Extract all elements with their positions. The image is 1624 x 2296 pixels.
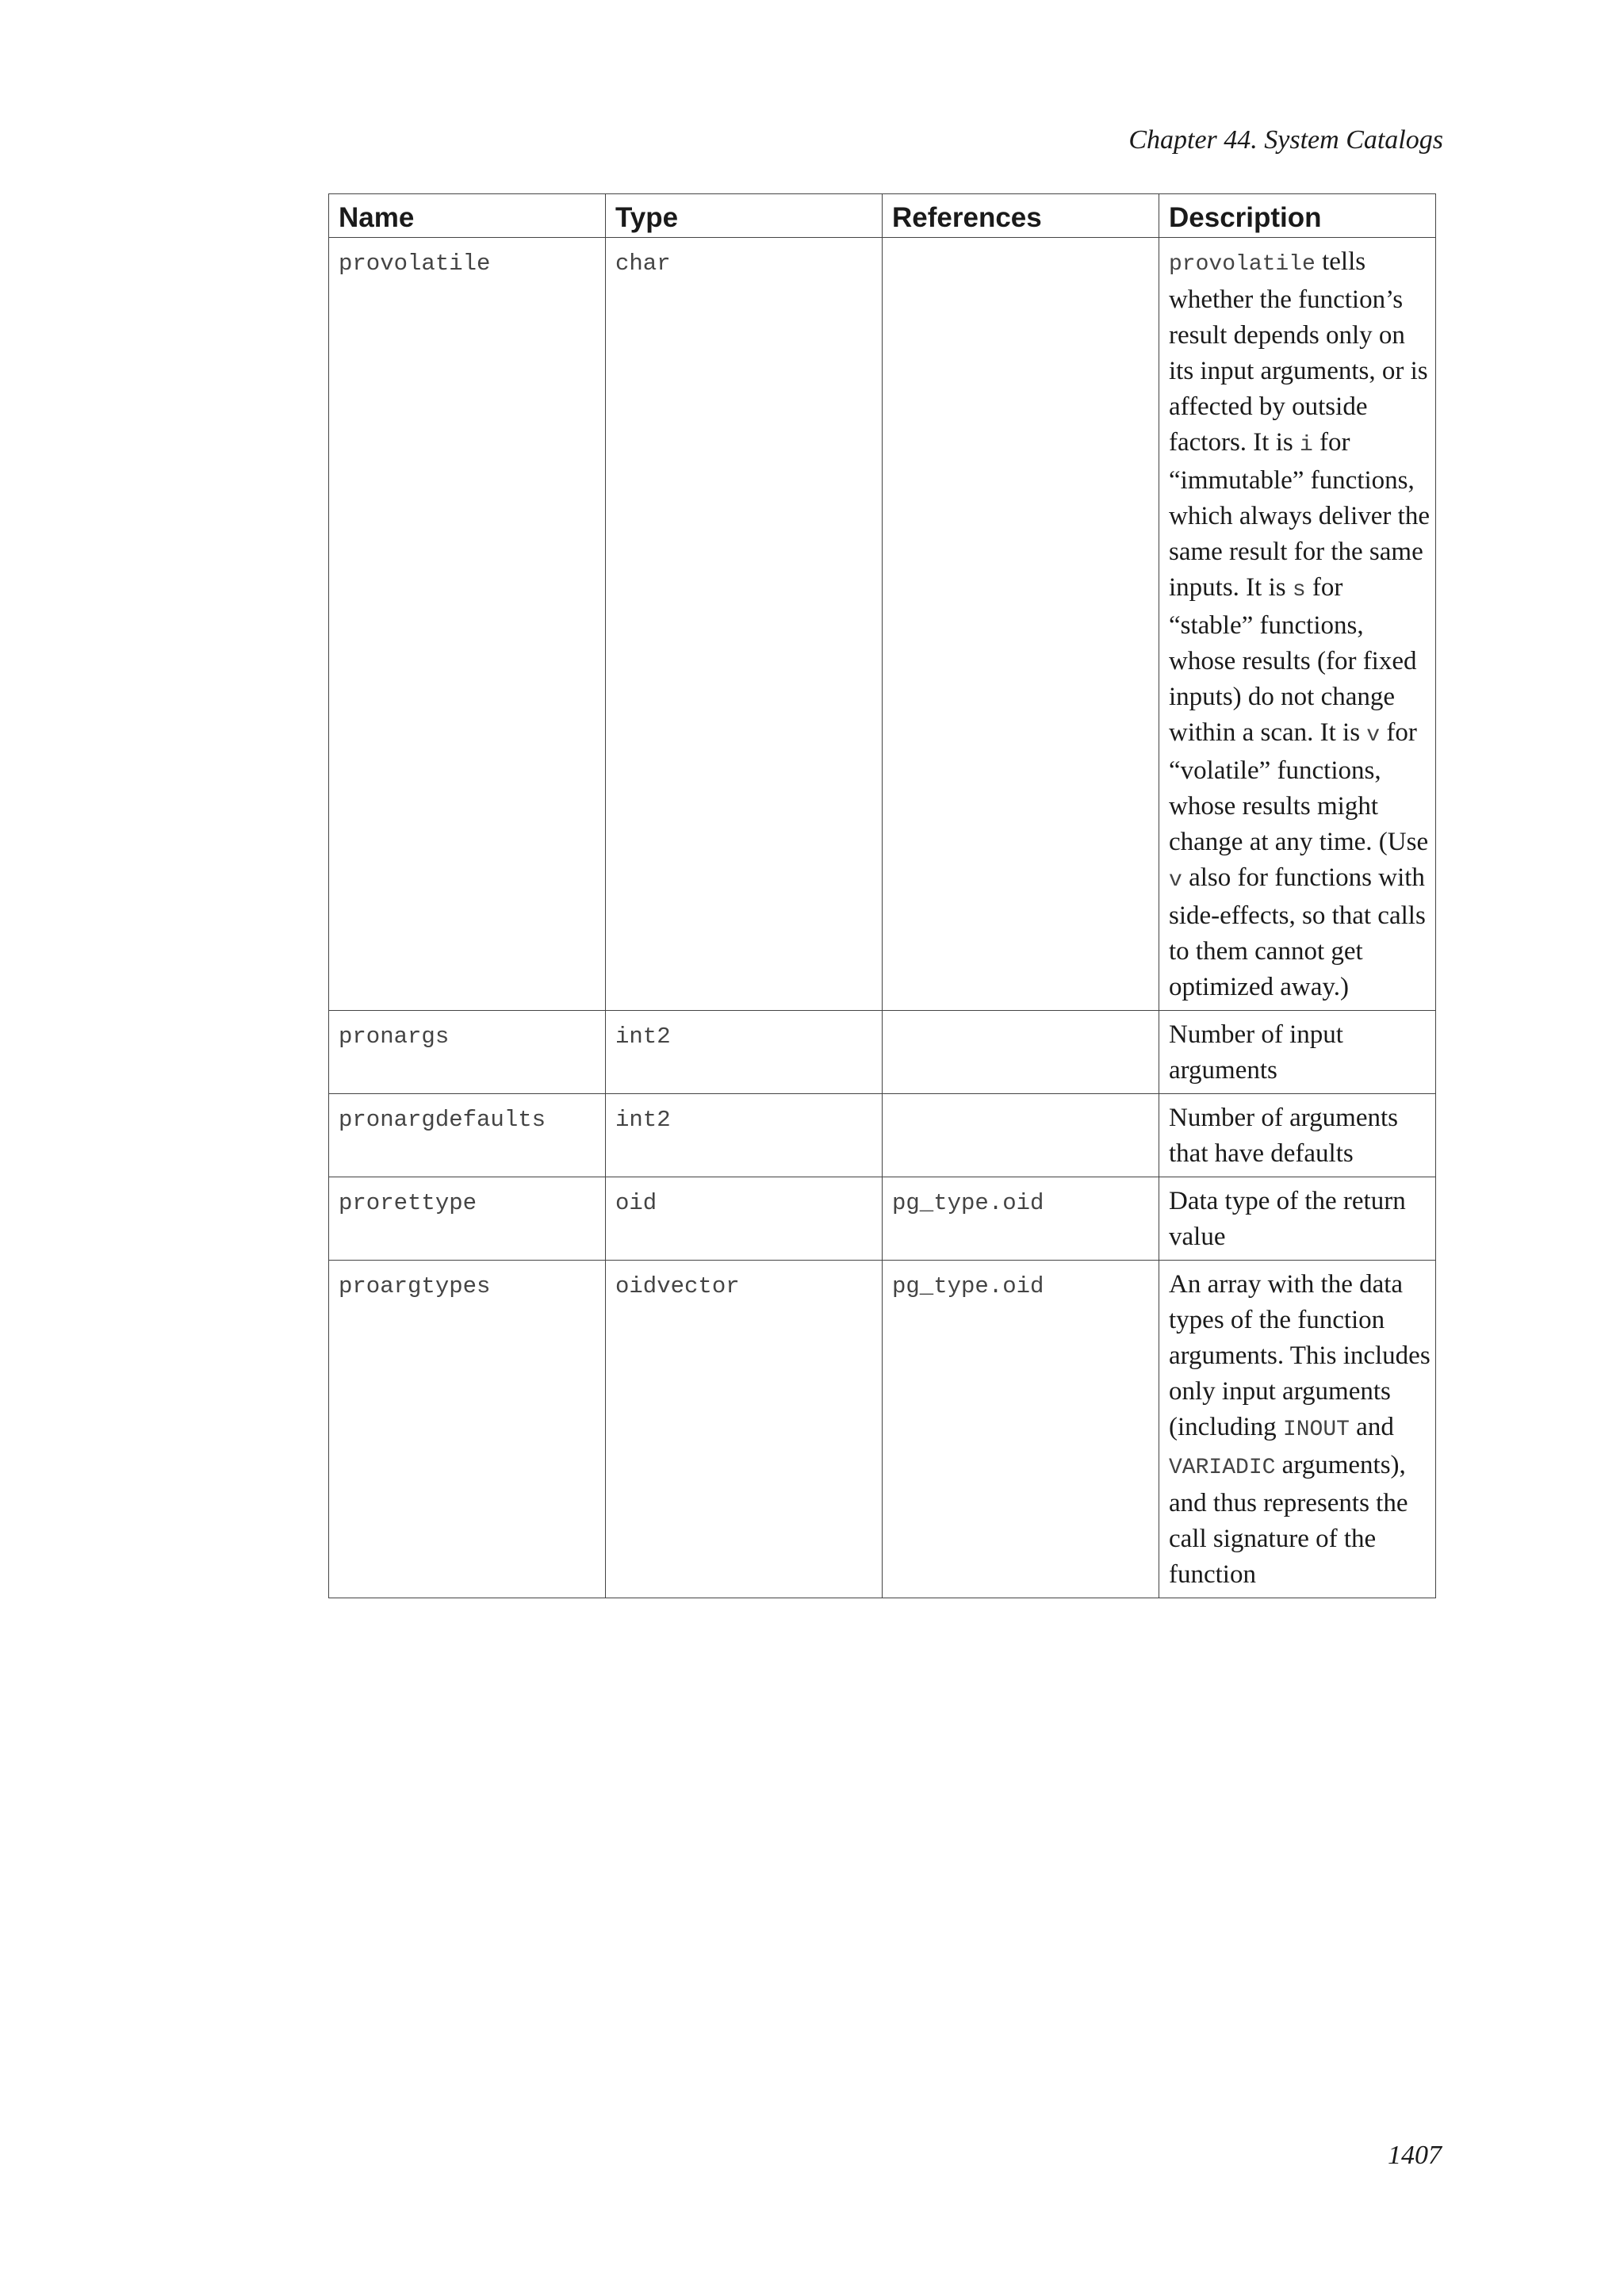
cell-name: pronargdefaults bbox=[329, 1094, 606, 1177]
cell-description: Number of arguments that have defaults bbox=[1159, 1094, 1436, 1177]
column-header-description: Description bbox=[1159, 194, 1436, 238]
cell-references bbox=[883, 238, 1159, 1011]
code-fragment: v bbox=[1366, 723, 1381, 748]
cell-type: oidvector bbox=[606, 1261, 883, 1598]
cell-type: int2 bbox=[606, 1094, 883, 1177]
code-fragment: s bbox=[1292, 578, 1306, 603]
cell-name: provolatile bbox=[329, 238, 606, 1011]
cell-name: proargtypes bbox=[329, 1261, 606, 1598]
table-header-row bbox=[329, 194, 1436, 238]
description-text: also for functions with side-effects, so that calls to them cannot get optimized away.) bbox=[1169, 863, 1426, 1001]
code-fragment: VARIADIC bbox=[1169, 1456, 1276, 1480]
cell-type: int2 bbox=[606, 1011, 883, 1094]
description-text: for “volatile” functions, whose results might change at any time. (Use bbox=[1169, 718, 1429, 856]
column-header-name: Name bbox=[329, 194, 606, 238]
table-row bbox=[329, 1261, 1436, 1598]
table-row bbox=[329, 1094, 1436, 1177]
cell-type: char bbox=[606, 238, 883, 1011]
running-header: Chapter 44. System Catalogs bbox=[1128, 125, 1443, 155]
cell-references bbox=[883, 1094, 1159, 1177]
cell-references: pg_type.oid bbox=[883, 1177, 1159, 1261]
cell-references: pg_type.oid bbox=[883, 1261, 1159, 1598]
page-number: 1407 bbox=[1388, 2141, 1442, 2170]
cell-description bbox=[1159, 238, 1436, 1011]
table-row bbox=[329, 1177, 1436, 1261]
column-header-references: References bbox=[883, 194, 1159, 238]
cell-description: Number of input arguments bbox=[1159, 1011, 1436, 1094]
cell-name: prorettype bbox=[329, 1177, 606, 1261]
cell-description bbox=[1159, 1261, 1436, 1598]
catalog-table bbox=[328, 193, 1436, 1598]
code-fragment: i bbox=[1299, 433, 1313, 457]
table-row bbox=[329, 1011, 1436, 1094]
cell-name: pronargs bbox=[329, 1011, 606, 1094]
code-fragment: v bbox=[1169, 868, 1182, 893]
cell-description: Data type of the return value bbox=[1159, 1177, 1436, 1261]
cell-references bbox=[883, 1011, 1159, 1094]
code-fragment: INOUT bbox=[1282, 1418, 1350, 1442]
description-text: An array with the data types of the function arguments. This includes only input arguments (including bbox=[1169, 1270, 1431, 1441]
cell-type: oid bbox=[606, 1177, 883, 1261]
description-text: arguments), and thus represents the call signature of the function bbox=[1169, 1451, 1408, 1589]
description-text: tells whether the function’s result depends only on its input arguments, or is affected by outside factors. It is bbox=[1169, 247, 1428, 457]
description-text: for “immutable” functions, which always deliver the same result for the same inputs. It is bbox=[1169, 428, 1430, 602]
column-header-type: Type bbox=[606, 194, 883, 238]
code-fragment: provolatile bbox=[1169, 252, 1316, 277]
description-text: for “stable” functions, whose results (for fixed inputs) do not change within a scan. It is bbox=[1169, 573, 1417, 747]
description-text: and bbox=[1349, 1413, 1394, 1441]
table-row bbox=[329, 238, 1436, 1011]
